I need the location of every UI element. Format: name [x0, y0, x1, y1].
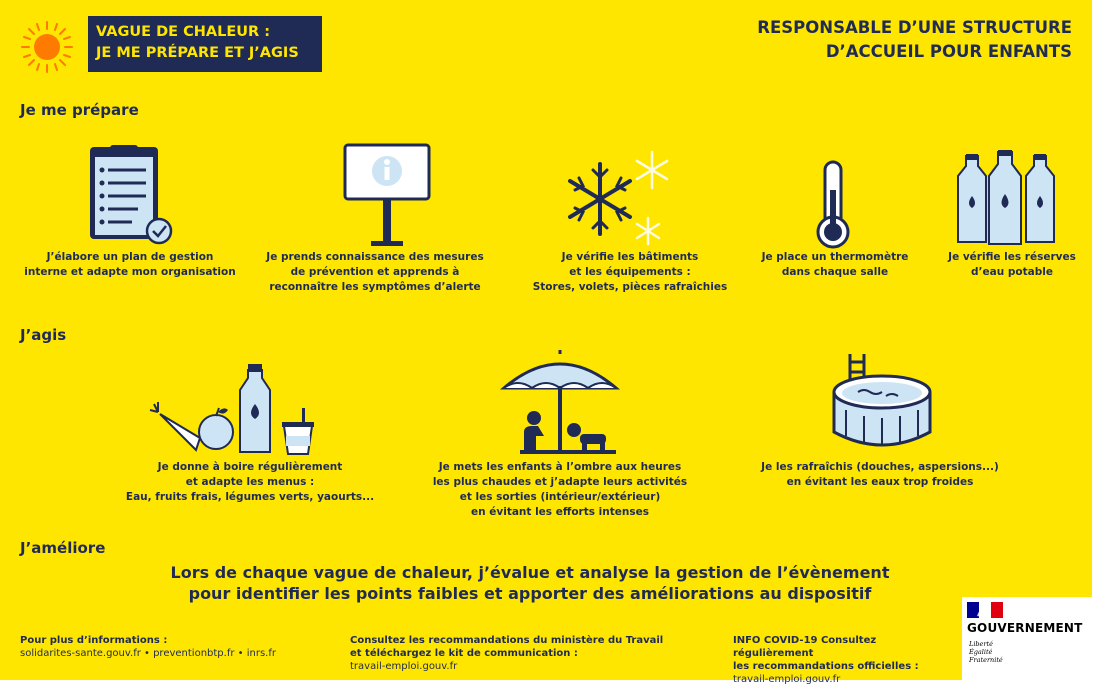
caption-line: Je vérifie les bâtiments	[561, 251, 699, 263]
caption-line: d’eau potable	[971, 266, 1053, 278]
footer-line: Pour plus d’informations :	[20, 635, 168, 646]
audience-title	[652, 16, 1072, 64]
caption-line: Je donne à boire régulièrement	[157, 461, 343, 473]
caption-prevention	[255, 250, 495, 295]
caption-line: Je vérifie les réserves	[948, 251, 1076, 263]
improve-line: Lors de chaque vague de chaleur, j’évalue et analyse la gestion de l’évènement	[170, 563, 890, 582]
caption-line: Je mets les enfants à l’ombre aux heures	[438, 461, 682, 473]
improve-line: pour identifier les points faibles et apporter des améliorations au dispositif	[188, 584, 872, 603]
caption-line: Je place un thermomètre	[761, 251, 909, 263]
footer-line: et téléchargez le kit de communication :	[350, 648, 578, 659]
caption-line: Je les rafraîchis (douches, aspersions...)	[761, 461, 999, 473]
sun-icon	[20, 20, 74, 74]
caption-line: Stores, volets, pièces rafraîchies	[532, 281, 728, 293]
thermometer-icon	[812, 160, 854, 250]
poster-title-line: JE ME PRÉPARE ET J’AGIS	[96, 45, 299, 61]
checklist-icon	[88, 145, 172, 245]
caption-line: dans chaque salle	[781, 266, 889, 278]
parasol-children-icon	[500, 350, 620, 460]
poster-title-line: VAGUE DE CHALEUR :	[96, 24, 271, 40]
motto-line: Fraternité	[969, 656, 1003, 664]
footer-link-line[interactable]: solidarites-sante.gouv.fr • preventionbtp.fr • inrs.fr	[20, 648, 276, 659]
footer-line: les recommandations officielles :	[733, 661, 919, 672]
section-title-improve: J’améliore	[20, 539, 106, 557]
caption-buildings	[515, 250, 745, 295]
water-bottles-icon	[956, 150, 1066, 246]
caption-line: Eau, fruits frais, légumes verts, yaourts...	[125, 491, 375, 503]
section-title-act: J’agis	[20, 326, 67, 344]
marianne-flag-icon	[967, 602, 1003, 618]
caption-line: en évitant les eaux trop froides	[786, 476, 974, 488]
motto-line: Liberté	[969, 640, 993, 648]
caption-water	[937, 250, 1087, 280]
caption-line: reconnaître les symptômes d’alerte	[269, 281, 481, 293]
government-motto	[969, 640, 1003, 664]
footer-ministry	[350, 634, 680, 673]
poster-title	[88, 16, 322, 72]
caption-line: les plus chaudes et j’adapte leurs activités	[432, 476, 688, 488]
footer-link-line[interactable]: travail-emploi.gouv.fr	[350, 661, 458, 672]
caption-line: en évitant les efforts intenses	[471, 506, 649, 518]
footer-line: Consultez les recommandations du ministère du Travail	[350, 635, 664, 646]
government-logo	[962, 597, 1092, 680]
caption-line: et les équipements :	[569, 266, 691, 278]
caption-thermometer	[750, 250, 920, 280]
improve-text	[150, 562, 910, 604]
government-name: GOUVERNEMENT	[967, 621, 1083, 635]
footer-link-line[interactable]: travail-emploi.gouv.fr	[733, 674, 841, 685]
section-title-prepare: Je me prépare	[20, 101, 139, 119]
caption-menus	[115, 460, 385, 505]
audience-title-line: RESPONSABLE D’UNE STRUCTURE	[757, 18, 1072, 37]
footer-covid	[733, 634, 958, 686]
info-panel-icon	[343, 143, 431, 247]
caption-shade	[420, 460, 700, 520]
caption-plan	[20, 250, 240, 280]
pool-icon	[830, 352, 934, 452]
caption-line: interne et adapte mon organisation	[24, 266, 236, 278]
caption-line: et adapte les menus :	[185, 476, 315, 488]
motto-line: Égalité	[969, 648, 993, 656]
caption-line: et les sorties (intérieur/extérieur)	[459, 491, 661, 503]
food-and-drink-icon	[152, 356, 327, 456]
footer-line: INFO COVID-19 Consultez régulièrement	[733, 635, 877, 659]
audience-title-line: D’ACCUEIL POUR ENFANTS	[825, 42, 1072, 61]
snowflake-icon	[565, 150, 675, 246]
caption-refresh	[750, 460, 1010, 490]
footer-info	[20, 634, 330, 660]
caption-line: J’élabore un plan de gestion	[46, 251, 214, 263]
caption-line: Je prends connaissance des mesures	[266, 251, 484, 263]
caption-line: de prévention et apprends à	[290, 266, 460, 278]
